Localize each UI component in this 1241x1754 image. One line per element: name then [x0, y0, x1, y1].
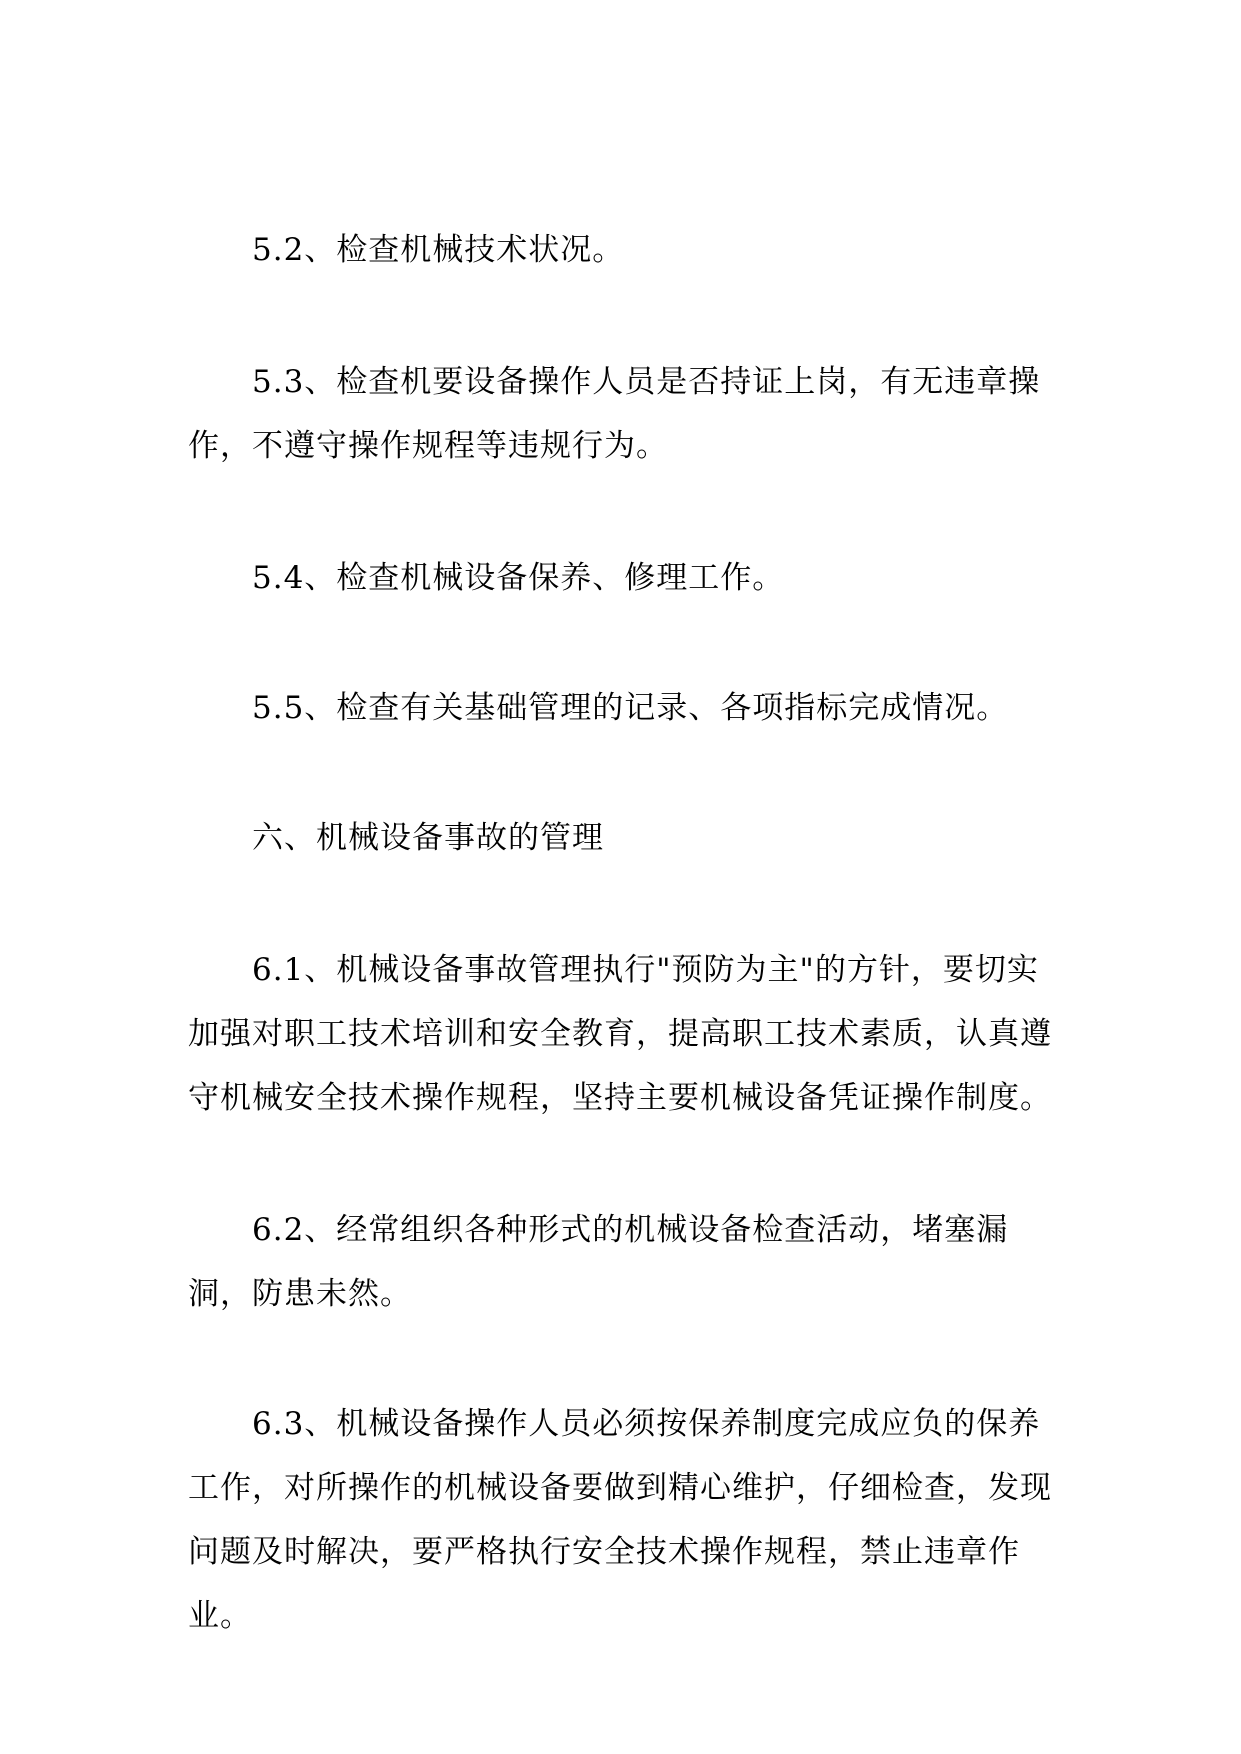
paragraph-5-3: 5.3、检查机要设备操作人员是否持证上岗，有无违章操作，不遵守操作规程等违规行为。: [188, 364, 1041, 464]
paragraph-5-4: 5.4、检查机械设备保养、修理工作。: [252, 560, 785, 596]
paragraph-6-1: 6.1、机械设备事故管理执行"预防为主"的方针，要切实加强对职工技术培训和安全教育，提高职工技术素质，认真遵守机械安全技术操作规程，坚持主要机械设备凭证操作制度。: [188, 952, 1052, 1116]
paragraph-5-5: 5.5、检查有关基础管理的记录、各项指标完成情况。: [252, 690, 1009, 726]
section-heading-6: 六、机械设备事故的管理: [252, 820, 604, 856]
paragraph-6-2: 6.2、经常组织各种形式的机械设备检查活动，堵塞漏洞，防患未然。: [188, 1212, 1009, 1312]
paragraph-6-3: 6.3、机械设备操作人员必须按保养制度完成应负的保养工作，对所操作的机械设备要做到精心维护，仔细检查，发现问题及时解决，要严格执行安全技术操作规程，禁止违章作业。: [188, 1406, 1052, 1634]
paragraph-5-2: 5.2、检查机械技术状况。: [252, 232, 625, 268]
